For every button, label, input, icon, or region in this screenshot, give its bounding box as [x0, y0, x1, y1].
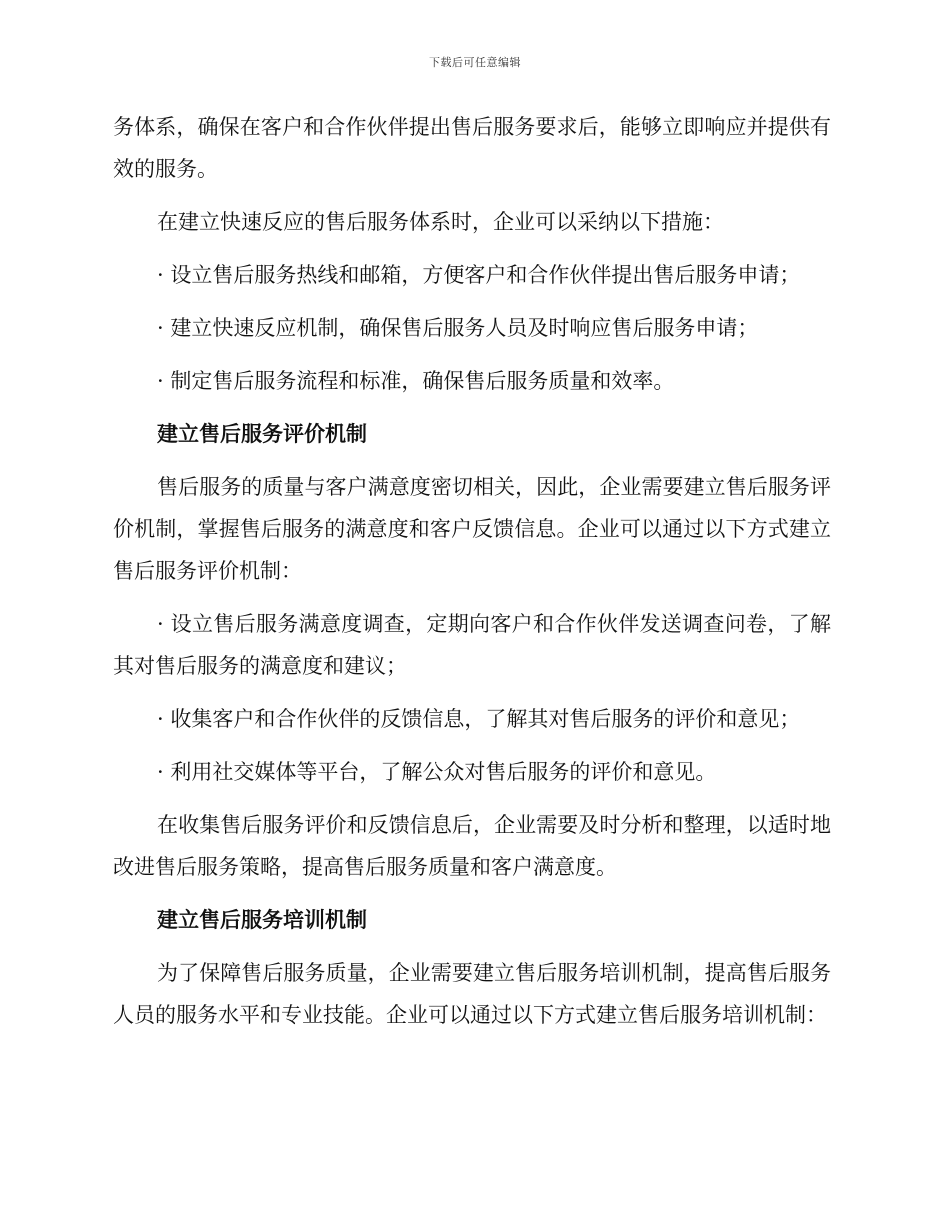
header-note: 下载后可任意编辑	[429, 56, 521, 69]
paragraph-feedback-analysis: 在收集售后服务评价和反馈信息后，企业需要及时分析和整理，以适时地改进售后服务策略，提高售后服务质量和客户满意度。	[113, 813, 831, 879]
bullet-item: · 制定售后服务流程和标准，确保售后服务质量和效率。	[157, 369, 675, 393]
section-heading-evaluation: 建立售后服务评价机制	[157, 421, 367, 446]
paragraph-training: 为了保障售后服务质量，企业需要建立售后服务培训机制，提高售后服务人员的服务水平和专业技能。企业可以通过以下方式建立售后服务培训机制：	[113, 961, 831, 1027]
bullet-item: · 收集客户和合作伙伴的反馈信息，了解其对售后服务的评价和意见；	[157, 707, 801, 731]
section-heading-training: 建立售后服务培训机制	[157, 907, 367, 932]
paragraph-evaluation: 售后服务的质量与客户满意度密切相关，因此，企业需要建立售后服务评价机制，掌握售后服务的满意度和客户反馈信息。企业可以通过以下方式建立售后服务评价机制：	[113, 475, 831, 583]
document-body	[113, 106, 831, 1047]
bullet-item: · 建立快速反应机制，确保售后服务人员及时响应售后服务申请；	[157, 316, 759, 340]
bullet-item: · 设立售后服务满意度调查，定期向客户和合作伙伴发送调查问卷，了解其对售后服务的满意度和建议；	[113, 612, 831, 678]
paragraph-continuation: 务体系，确保在客户和合作伙伴提出售后服务要求后，能够立即响应并提供有效的服务。	[113, 115, 831, 181]
paragraph-intro-measures: 在建立快速反应的售后服务体系时，企业可以采纳以下措施：	[157, 210, 724, 234]
bullet-item: · 设立售后服务热线和邮箱，方便客户和合作伙伴提出售后服务申请；	[157, 263, 801, 287]
bullet-item: · 利用社交媒体等平台，了解公众对售后服务的评价和意见。	[157, 760, 717, 784]
